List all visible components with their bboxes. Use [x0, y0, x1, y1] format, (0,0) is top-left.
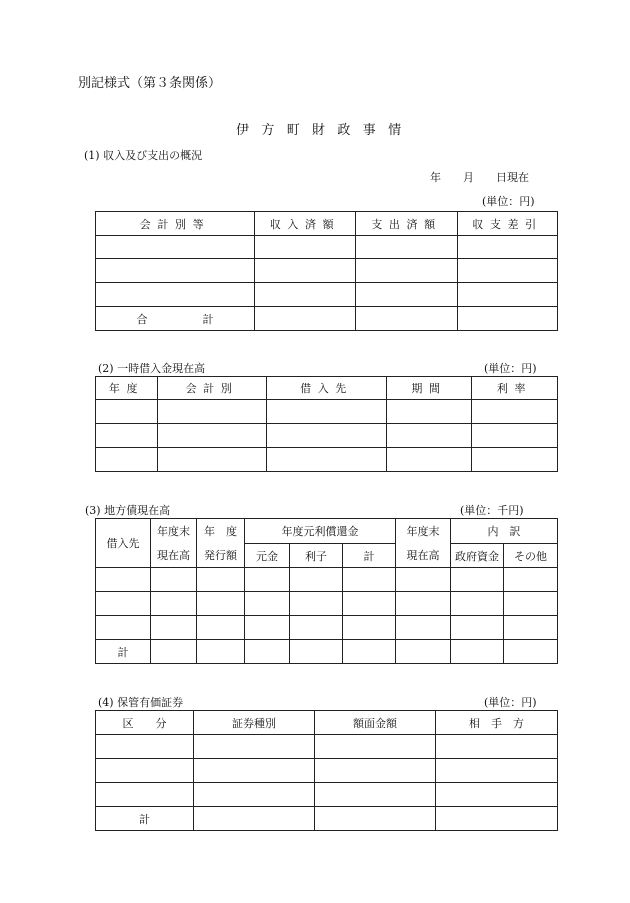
table-cell[interactable]	[290, 640, 343, 664]
table-cell[interactable]	[197, 616, 245, 640]
table-cell[interactable]	[197, 640, 245, 664]
table-cell[interactable]	[436, 783, 558, 807]
temporary-loan-table	[95, 376, 558, 472]
header-cell: 借入先	[96, 519, 151, 568]
table-cell[interactable]	[315, 807, 436, 831]
table-header-row	[96, 519, 558, 544]
total-label: 計	[96, 807, 194, 831]
table-cell[interactable]	[504, 592, 558, 616]
table-row	[96, 283, 558, 307]
header-cell: 借入先	[267, 377, 387, 400]
total-label: 合 計	[96, 307, 255, 331]
table-row	[96, 568, 558, 592]
total-label: 計	[96, 640, 151, 664]
table-cell[interactable]	[245, 640, 290, 664]
table-cell[interactable]	[436, 735, 558, 759]
header-cell: 相 手 方	[436, 711, 558, 735]
header-cell: 年度元利償還金	[245, 519, 396, 544]
table-cell[interactable]	[194, 783, 315, 807]
table-cell[interactable]	[290, 592, 343, 616]
header-cell: 期間	[387, 377, 472, 400]
table-cell[interactable]	[158, 400, 267, 424]
table-cell[interactable]	[96, 735, 194, 759]
table-cell[interactable]	[290, 568, 343, 592]
table-header-row	[96, 212, 558, 236]
table-cell[interactable]	[472, 400, 558, 424]
table-header-row	[96, 711, 558, 735]
income-expense-table	[95, 211, 558, 331]
table-cell[interactable]	[267, 424, 387, 448]
header-cell: 区 分	[96, 711, 194, 735]
header-cell: 年 度	[197, 519, 245, 544]
section2-unit: (単位：円)	[484, 362, 537, 375]
header-cell: 証券種別	[194, 711, 315, 735]
table-cell[interactable]	[151, 568, 197, 592]
table-row	[96, 448, 558, 472]
table-cell[interactable]	[245, 568, 290, 592]
header-cell: 会計別等	[96, 212, 255, 236]
table-cell[interactable]	[343, 592, 396, 616]
table-cell[interactable]	[96, 783, 194, 807]
section1-date: 年 月 日現在	[430, 171, 529, 184]
table-cell[interactable]	[396, 568, 451, 592]
section4-unit: (単位：円)	[484, 696, 537, 709]
header-cell: 年度末	[151, 519, 197, 544]
table-cell[interactable]	[245, 616, 290, 640]
table-cell[interactable]	[158, 424, 267, 448]
table-cell[interactable]	[197, 592, 245, 616]
table-cell[interactable]	[343, 568, 396, 592]
table-cell[interactable]	[158, 448, 267, 472]
table-cell[interactable]	[96, 448, 158, 472]
table-cell[interactable]	[96, 568, 151, 592]
table-cell[interactable]	[151, 616, 197, 640]
table-cell[interactable]	[387, 448, 472, 472]
table-cell[interactable]	[194, 759, 315, 783]
table-cell[interactable]	[504, 640, 558, 664]
table-cell[interactable]	[396, 640, 451, 664]
header-cell: 額面金額	[315, 711, 436, 735]
header-cell: 計	[343, 544, 396, 568]
table-row	[96, 735, 558, 759]
table-cell[interactable]	[387, 424, 472, 448]
table-cell[interactable]	[387, 400, 472, 424]
table-cell[interactable]	[356, 259, 458, 283]
table-row	[96, 616, 558, 640]
header-cell: 政府資金	[451, 544, 504, 568]
table-cell[interactable]	[504, 568, 558, 592]
total-row	[96, 640, 558, 664]
header-cell: 発行額	[197, 544, 245, 568]
table-cell[interactable]	[315, 735, 436, 759]
header-cell: 現在高	[396, 544, 451, 568]
header-cell: 収入済額	[255, 212, 356, 236]
section3-heading: (3) 地方債現在高	[85, 504, 171, 517]
table-cell[interactable]	[255, 259, 356, 283]
table-cell[interactable]	[472, 424, 558, 448]
header-cell: 現在高	[151, 544, 197, 568]
document-title: 伊方町財政事情	[236, 123, 414, 138]
local-bond-table	[95, 518, 558, 664]
header-cell: 利子	[290, 544, 343, 568]
table-cell[interactable]	[96, 236, 255, 259]
table-cell[interactable]	[343, 640, 396, 664]
section1-heading: (1) 収入及び支出の概況	[84, 149, 203, 162]
table-cell[interactable]	[458, 259, 558, 283]
header-cell: 支出済額	[356, 212, 458, 236]
table-cell[interactable]	[267, 448, 387, 472]
table-row	[96, 783, 558, 807]
table-header-row	[96, 544, 558, 568]
header-cell: 年度	[96, 377, 158, 400]
table-cell[interactable]	[194, 807, 315, 831]
table-cell[interactable]	[436, 807, 558, 831]
table-cell[interactable]	[458, 307, 558, 331]
header-cell: 年度末	[396, 519, 451, 544]
table-cell[interactable]	[472, 448, 558, 472]
header-cell: 利率	[472, 377, 558, 400]
table-cell[interactable]	[96, 259, 255, 283]
table-cell[interactable]	[436, 759, 558, 783]
header-cell: その他	[504, 544, 558, 568]
table-row	[96, 592, 558, 616]
table-cell[interactable]	[451, 592, 504, 616]
table-cell[interactable]	[255, 307, 356, 331]
section1-unit: (単位：円)	[482, 195, 535, 208]
securities-table	[95, 710, 558, 831]
table-cell[interactable]	[245, 592, 290, 616]
table-cell[interactable]	[343, 616, 396, 640]
table-row	[96, 400, 558, 424]
total-row	[96, 807, 558, 831]
table-cell[interactable]	[267, 400, 387, 424]
table-cell[interactable]	[458, 283, 558, 307]
table-cell[interactable]	[451, 616, 504, 640]
table-header-row	[96, 377, 558, 400]
table-cell[interactable]	[96, 424, 158, 448]
table-cell[interactable]	[356, 283, 458, 307]
table-cell[interactable]	[194, 735, 315, 759]
table-cell[interactable]	[255, 283, 356, 307]
section4-heading: (4) 保管有価証券	[98, 696, 184, 709]
table-cell[interactable]	[96, 283, 255, 307]
table-cell[interactable]	[504, 616, 558, 640]
table-row	[96, 236, 558, 259]
header-cell: 会計別	[158, 377, 267, 400]
table-cell[interactable]	[396, 592, 451, 616]
table-cell[interactable]	[151, 592, 197, 616]
table-cell[interactable]	[96, 400, 158, 424]
table-cell[interactable]	[458, 236, 558, 259]
table-cell[interactable]	[451, 640, 504, 664]
table-cell[interactable]	[451, 568, 504, 592]
table-cell[interactable]	[96, 592, 151, 616]
table-row	[96, 759, 558, 783]
table-cell[interactable]	[356, 236, 458, 259]
table-cell[interactable]	[96, 616, 151, 640]
table-row	[96, 259, 558, 283]
table-cell[interactable]	[96, 759, 194, 783]
total-row	[96, 307, 558, 331]
section2-heading: (2) 一時借入金現在高	[98, 362, 206, 375]
table-cell[interactable]	[290, 616, 343, 640]
header-cell: 元金	[245, 544, 290, 568]
table-cell[interactable]	[197, 568, 245, 592]
table-cell[interactable]	[315, 783, 436, 807]
table-cell[interactable]	[356, 307, 458, 331]
form-label: 別記様式（第３条関係）	[78, 76, 222, 91]
table-cell[interactable]	[396, 616, 451, 640]
section3-unit: (単位：千円)	[460, 504, 524, 517]
header-cell: 収支差引	[458, 212, 558, 236]
table-cell[interactable]	[255, 236, 356, 259]
table-cell[interactable]	[151, 640, 197, 664]
header-cell: 内 訳	[451, 519, 558, 544]
table-row	[96, 424, 558, 448]
table-cell[interactable]	[315, 759, 436, 783]
